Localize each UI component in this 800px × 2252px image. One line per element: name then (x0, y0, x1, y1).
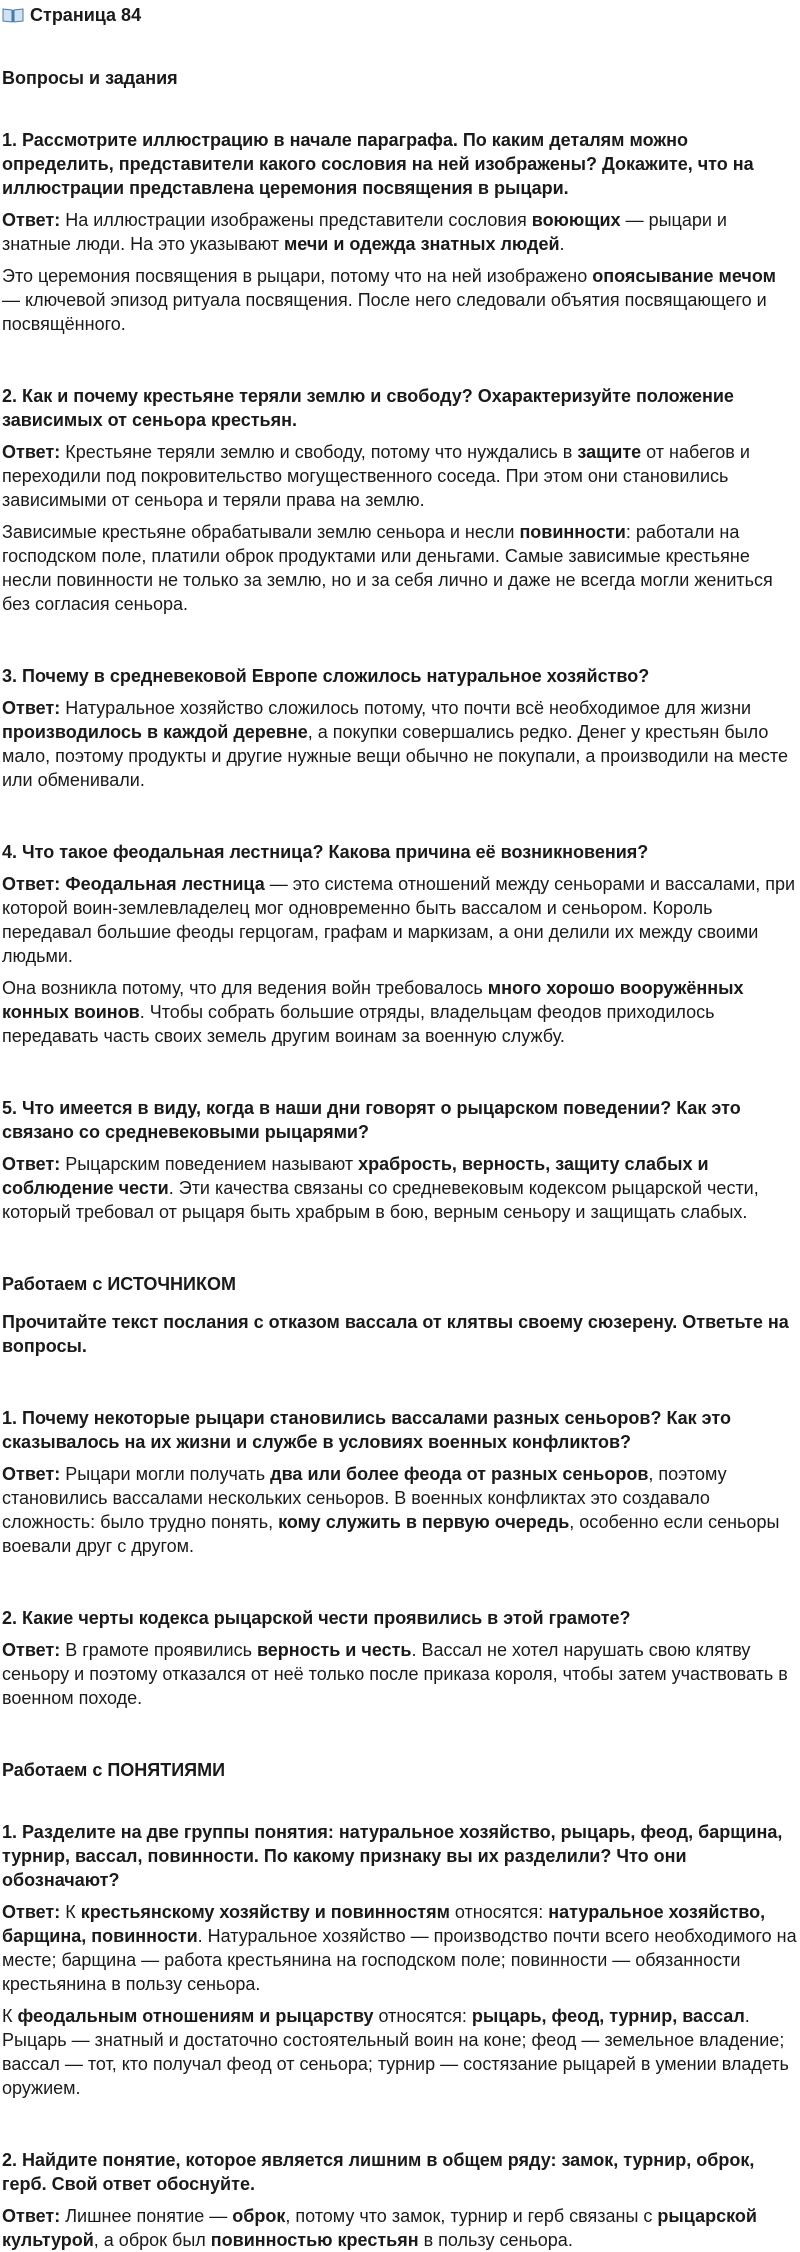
question-2: 2. Как и почему крестьяне теряли землю и свободу? Охарактеризуйте положение зависимых от сеньора крестьян. (2, 386, 734, 430)
answer-label: Ответ: (2, 2206, 61, 2226)
answer-paragraph (2, 976, 798, 1048)
text: : работали на господском поле, платили оброк продуктами или деньгами. Самые зависимые крестьяне несли повинности не только за землю, но и за себя лично и даже не всегда могли жениться без согласия сеньора. (2, 522, 773, 614)
answer-label: Ответ: (2, 442, 61, 462)
bold-text: воюющих (531, 210, 621, 230)
bold-text: оброк (232, 2206, 286, 2226)
page-header (2, 0, 798, 30)
text: относятся: (449, 1902, 549, 1922)
bold-text: феодальным отношениям и рыцарству (17, 2006, 374, 2026)
text: — ключевой эпизод ритуала посвящения. После него следовали объятия посвящающего и посвящённого. (2, 290, 767, 334)
bold-text: опоясывание мечом (592, 266, 776, 286)
source-question-1: 1. Почему некоторые рыцари становились вассалами разных сеньоров? Как это сказывалось на их жизни и службе в условиях военных конфликтов? (2, 1408, 731, 1452)
bold-text: Феодальная лестница (60, 874, 265, 894)
text: , особенно если сеньоры воевали друг с другом. (2, 1512, 780, 1556)
text: — рыцари и знатные люди. На это указывают (2, 210, 727, 254)
answer-paragraph (2, 1638, 798, 1710)
question-1: 1. Рассмотрите иллюстрацию в начале параграфа. По каким деталям можно определить, представители какого сословия на ней изображены? Докажите, что на иллюстрации представлена церемония посвящения в рыцари. (2, 130, 754, 198)
bold-text: храбрость, верность, защиту слабых и соблюдение чести (2, 1154, 709, 1198)
text: — это система отношений между сеньорами и вассалами, при которой воин-землевладелец мог одновременно быть вассалом и сеньором. Король передавал большие феоды герцогам, графам и маркизам, а они делили их между своими людьми. (2, 874, 796, 966)
bold-text: много хорошо вооружённых конных воинов (2, 978, 744, 1022)
section-title-questions: Вопросы и задания (2, 68, 178, 88)
source-question-2: 2. Какие черты кодекса рыцарской чести проявились в этой грамоте? (2, 1608, 631, 1628)
concept-question-1: 1. Разделите на две группы понятия: натуральное хозяйство, рыцарь, феод, барщина, турнир, вассал, повинности. По какому признаку вы их разделили? Что они обозначают? (2, 1822, 783, 1890)
text: К (2, 2006, 18, 2026)
answer-label: Ответ: (2, 1640, 61, 1660)
answer-paragraph (2, 1462, 798, 1558)
bold-text: защите (577, 442, 642, 462)
bold-text: рыцарской культурой (2, 2206, 757, 2250)
bold-text: крестьянскому хозяйству и повинностям (80, 1902, 450, 1922)
text: . Эти качества связаны со средневековым кодексом рыцарской чести, который требовал от рыцаря быть храбрым в бою, верным сеньору и защищать слабых. (2, 1178, 759, 1222)
open-book-icon (2, 7, 24, 23)
bold-text: рыцарь, феод, турнир, вассал (471, 2006, 745, 2026)
answer-label: Ответ: (2, 874, 61, 894)
answer-paragraph (2, 696, 798, 792)
text: относятся: (373, 2006, 472, 2026)
bold-text: кому служить в первую очередь (278, 1512, 570, 1532)
text: в пользу сеньора. (418, 2230, 573, 2250)
answer-label: Ответ: (2, 1154, 61, 1174)
answer-paragraph (2, 2004, 798, 2100)
text: , поэтому становились вассалами нескольких сеньоров. В военных конфликтах это создавало сложность: было трудно понять, (2, 1464, 727, 1532)
text: Рыцарским поведением называют (60, 1154, 359, 1174)
text: Она возникла потому, что для ведения войн требовалось (2, 978, 488, 998)
text: Рыцари могли получать (60, 1464, 271, 1484)
text: На иллюстрации изображены представители сословия (60, 210, 532, 230)
answer-paragraph (2, 872, 798, 968)
text: . (559, 234, 565, 254)
bold-text: два или более феода от разных сеньоров (270, 1464, 649, 1484)
answer-paragraph (2, 1900, 798, 1996)
text: , потому что замок, турнир и герб связаны с (285, 2206, 658, 2226)
bold-text: производилось в каждой деревне (2, 722, 308, 742)
text: от набегов и переходили под покровительство могущественного соседа. При этом они становились зависимыми от сеньора и теряли права на землю. (2, 442, 750, 510)
bold-text: натуральное хозяйство, барщина, повинности (2, 1902, 766, 1946)
text: Зависимые крестьяне обрабатывали землю сеньора и несли (2, 522, 520, 542)
bold-text: верность и честь (256, 1640, 412, 1660)
answer-label: Ответ: (2, 1464, 61, 1484)
text: . Чтобы собрать большие отряды, владельцам феодов приходилось передавать часть своих земель другим воинам за военную службу. (2, 1002, 715, 1046)
answer-paragraph (2, 2204, 798, 2252)
text: . Рыцарь — знатный и достаточно состоятельный воин на коне; феод — земельное владение; вассал — тот, кто получал феод от сеньора; турнир — состязание рыцарей в умении владеть оружием. (2, 2006, 789, 2098)
text: Лишнее понятие — (60, 2206, 233, 2226)
answer-paragraph (2, 1152, 798, 1224)
question-5: 5. Что имеется в виду, когда в наши дни говорят о рыцарском поведении? Как это связано со средневековыми рыцарями? (2, 1098, 741, 1142)
text: . Вассал не хотел нарушать свою клятву сеньору и поэтому отказался от неё только после приказа короля, чтобы затем участвовать в военном походе. (2, 1640, 788, 1708)
question-4: 4. Что такое феодальная лестница? Какова причина её возникновения? (2, 842, 649, 862)
text: В грамоте проявились (60, 1640, 257, 1660)
bold-text: мечи и одежда знатных людей (283, 234, 560, 254)
bold-text: повинностью крестьян (210, 2230, 419, 2250)
text: Крестьяне теряли землю и свободу, потому что нуждались в (60, 442, 578, 462)
answer-label: Ответ: (2, 1902, 61, 1922)
answer-paragraph (2, 208, 798, 256)
text: . Натуральное хозяйство — производство почти всего необходимого на месте; барщина — работа крестьянина на господском поле; повинности — обязанности крестьянина в пользу сеньора. (2, 1926, 797, 1994)
section-title-concepts: Работаем с ПОНЯТИЯМИ (2, 1760, 226, 1780)
answer-label: Ответ: (2, 210, 61, 230)
answer-paragraph (2, 264, 798, 336)
answer-paragraph (2, 520, 798, 616)
text: Натуральное хозяйство сложилось потому, что почти всё необходимое для жизни (60, 698, 752, 718)
section-title-source: Работаем с ИСТОЧНИКОМ (2, 1274, 236, 1294)
source-instruction: Прочитайте текст послания с отказом вассала от клятвы своему сюзерену. Ответьте на вопросы. (2, 1312, 789, 1356)
text: К (60, 1902, 81, 1922)
bold-text: повинности (519, 522, 626, 542)
answer-label: Ответ: (2, 698, 61, 718)
text: Это церемония посвящения в рыцари, потому что на ней изображено (2, 266, 593, 286)
text: , а покупки совершались редко. Денег у крестьян было мало, поэтому продукты и другие нужные вещи обычно не покупали, а производили на месте или обменивали. (2, 722, 788, 790)
text: , а оброк был (93, 2230, 211, 2250)
question-3: 3. Почему в средневековой Европе сложилось натуральное хозяйство? (2, 666, 650, 686)
answer-paragraph (2, 440, 798, 512)
concept-question-2: 2. Найдите понятие, которое является лишним в общем ряду: замок, турнир, оброк, герб. Свой ответ обоснуйте. (2, 2150, 755, 2194)
page-title: Страница 84 (30, 4, 142, 25)
